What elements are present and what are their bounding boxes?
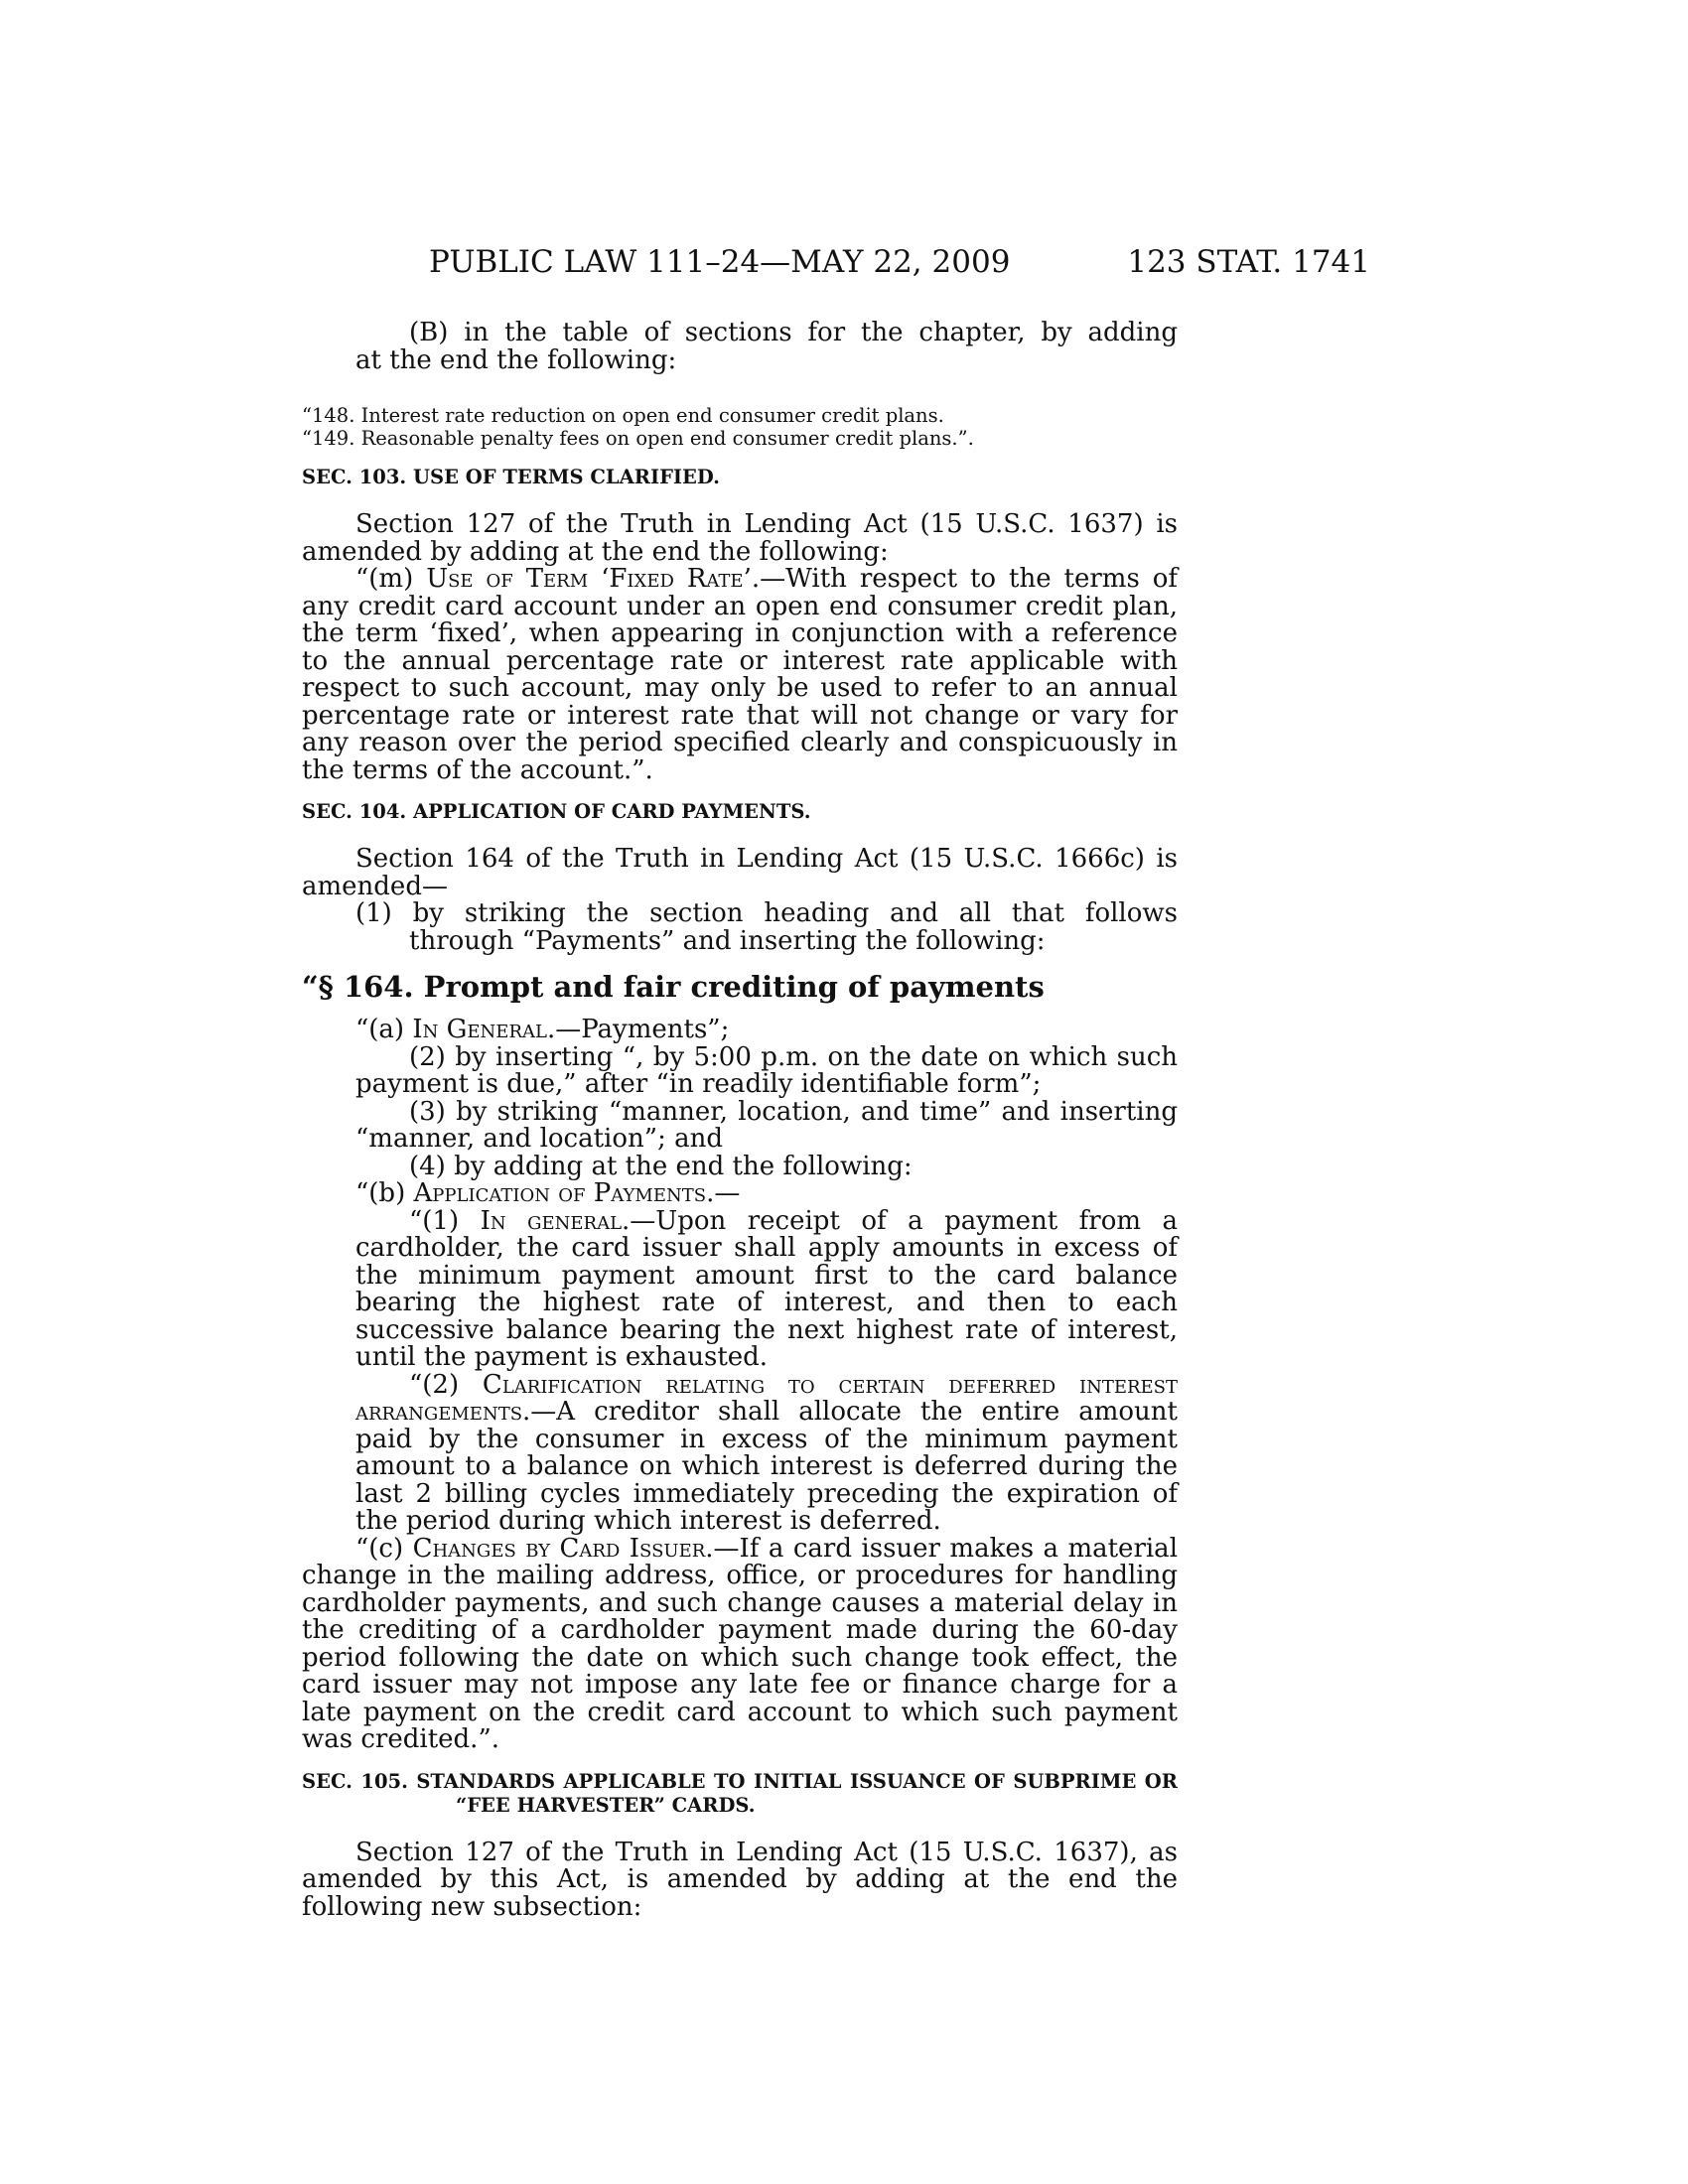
intro-line-1: (B) in the table of sections for the chapter, by adding xyxy=(409,318,1178,347)
toc-entry-148: “148. Interest rate reduction on open end consumer credit plans. xyxy=(302,404,944,427)
page-body xyxy=(302,320,1178,1921)
subsection-a-caption: In General xyxy=(412,1015,547,1044)
subsection-m xyxy=(302,566,1178,784)
paragraph-b-1 xyxy=(302,1205,1179,1372)
subsection-a-text: .—Payments”; xyxy=(546,1015,730,1044)
subsection-b-lead: “(b) xyxy=(355,1178,414,1208)
paragraph-b-1-lead: “(1) xyxy=(409,1205,481,1236)
subsection-b-caption: Application of Payments xyxy=(413,1178,707,1208)
running-title: PUBLIC LAW 111–24—MAY 22, 2009 xyxy=(429,244,1011,280)
subsection-b xyxy=(302,1180,1178,1208)
subsection-c-lead: “(c) xyxy=(355,1533,413,1564)
subsection-b-text: .— xyxy=(706,1178,741,1208)
section-105-heading: SEC. 105. STANDARDS APPLICABLE TO INITIAL ISSUANCE OF SUBPRIME OR “FEE HARVESTER” CARDS. xyxy=(302,1769,1178,1817)
section-164-title: “§ 164. Prompt and fair crediting of payments xyxy=(302,970,1045,1004)
paragraph-b-1-caption: In general xyxy=(480,1205,623,1236)
subsection-a-lead: “(a) xyxy=(355,1015,413,1044)
subsection-c-caption: Changes by Card Issuer xyxy=(412,1533,706,1564)
amendment-item-2: (2) by inserting “, by 5:00 p.m. on the date on which such payment is due,” after “in readily identifiable form”; xyxy=(355,1041,1178,1099)
amendment-item-4: (4) by adding at the end the following: xyxy=(409,1151,913,1181)
subsection-a xyxy=(302,1017,1178,1044)
section-104-intro: Section 164 of the Truth in Lending Act (15 U.S.C. 1666c) is amended— xyxy=(302,844,1178,901)
intro-line-2: at the end the following: xyxy=(355,344,677,375)
toc-entry-149: “149. Reasonable penalty fees on open end consumer credit plans.”. xyxy=(302,427,974,450)
paragraph-b-2-lead: “(2) xyxy=(409,1369,483,1400)
page-header xyxy=(429,244,1370,294)
subsection-c xyxy=(302,1533,1179,1754)
amendment-item-3: (3) by striking “manner, location, and time” and inserting “manner, and location”; and xyxy=(355,1096,1178,1154)
paragraph-b-1-text: .—Upon receipt of a payment from a cardholder, the card issuer shall apply amounts in excess of the minimum payment amount first to the card balance bearing the highest rate of interest, and then to each successive balance bearing the next highest rate of interest, until the payment is exhausted. xyxy=(355,1205,1179,1372)
section-103-intro: Section 127 of the Truth in Lending Act (15 U.S.C. 1637) is amended by adding at the end the following: xyxy=(302,509,1178,567)
subsection-m-lead: “(m) xyxy=(355,564,427,594)
paragraph-b-2-caption: Clarification relating to certain deferred interest arrangements xyxy=(355,1369,1179,1427)
amendment-item-1: (1) by striking the section heading and all that follows through “Payments” and inserting the following: xyxy=(355,898,1178,956)
subsection-m-text: .—With respect to the terms of any credit card account under an open end consumer credit plan, the term ‘fixed’, when appearing in conjunction with a reference to the annual percentage rate or interest rate applicable with respect to such account, may only be used to refer to an annual percentage rate or interest rate that will not change or vary for any reason over the period specified clearly and conspicuously in the terms of the account.”. xyxy=(302,564,1178,785)
paragraph-b-2 xyxy=(302,1369,1179,1536)
table-of-sections-insert xyxy=(302,404,1178,450)
statute-citation: 123 STAT. 1741 xyxy=(1127,244,1370,280)
subsection-c-text: .—If a card issuer makes a material change in the mailing address, office, or procedures for handling cardholder payments, and such change causes a material delay in the crediting of a cardholder payment made during the 60-day period following the date on which such change took effect, the card issuer may not impose any late fee or finance charge for a late payment on the credit card account to which such payment was credited.”. xyxy=(302,1533,1179,1754)
section-105-intro: Section 127 of the Truth in Lending Act (15 U.S.C. 1637), as amended by this Act, is amended by adding at the end the following new subsection: xyxy=(302,1837,1178,1922)
section-104-heading: SEC. 104. APPLICATION OF CARD PAYMENTS. xyxy=(302,800,811,823)
section-103-heading: SEC. 103. USE OF TERMS CLARIFIED. xyxy=(302,466,720,488)
subsection-m-caption: Use of Term ‘Fixed Rate’ xyxy=(426,564,752,594)
paragraph-b-2-text: .—A creditor shall allocate the entire amount paid by the consumer in excess of the minimum payment amount to a balance on which interest is deferred during the last 2 billing cycles immediately preceding the expiration of the period during which interest is deferred. xyxy=(355,1397,1178,1536)
